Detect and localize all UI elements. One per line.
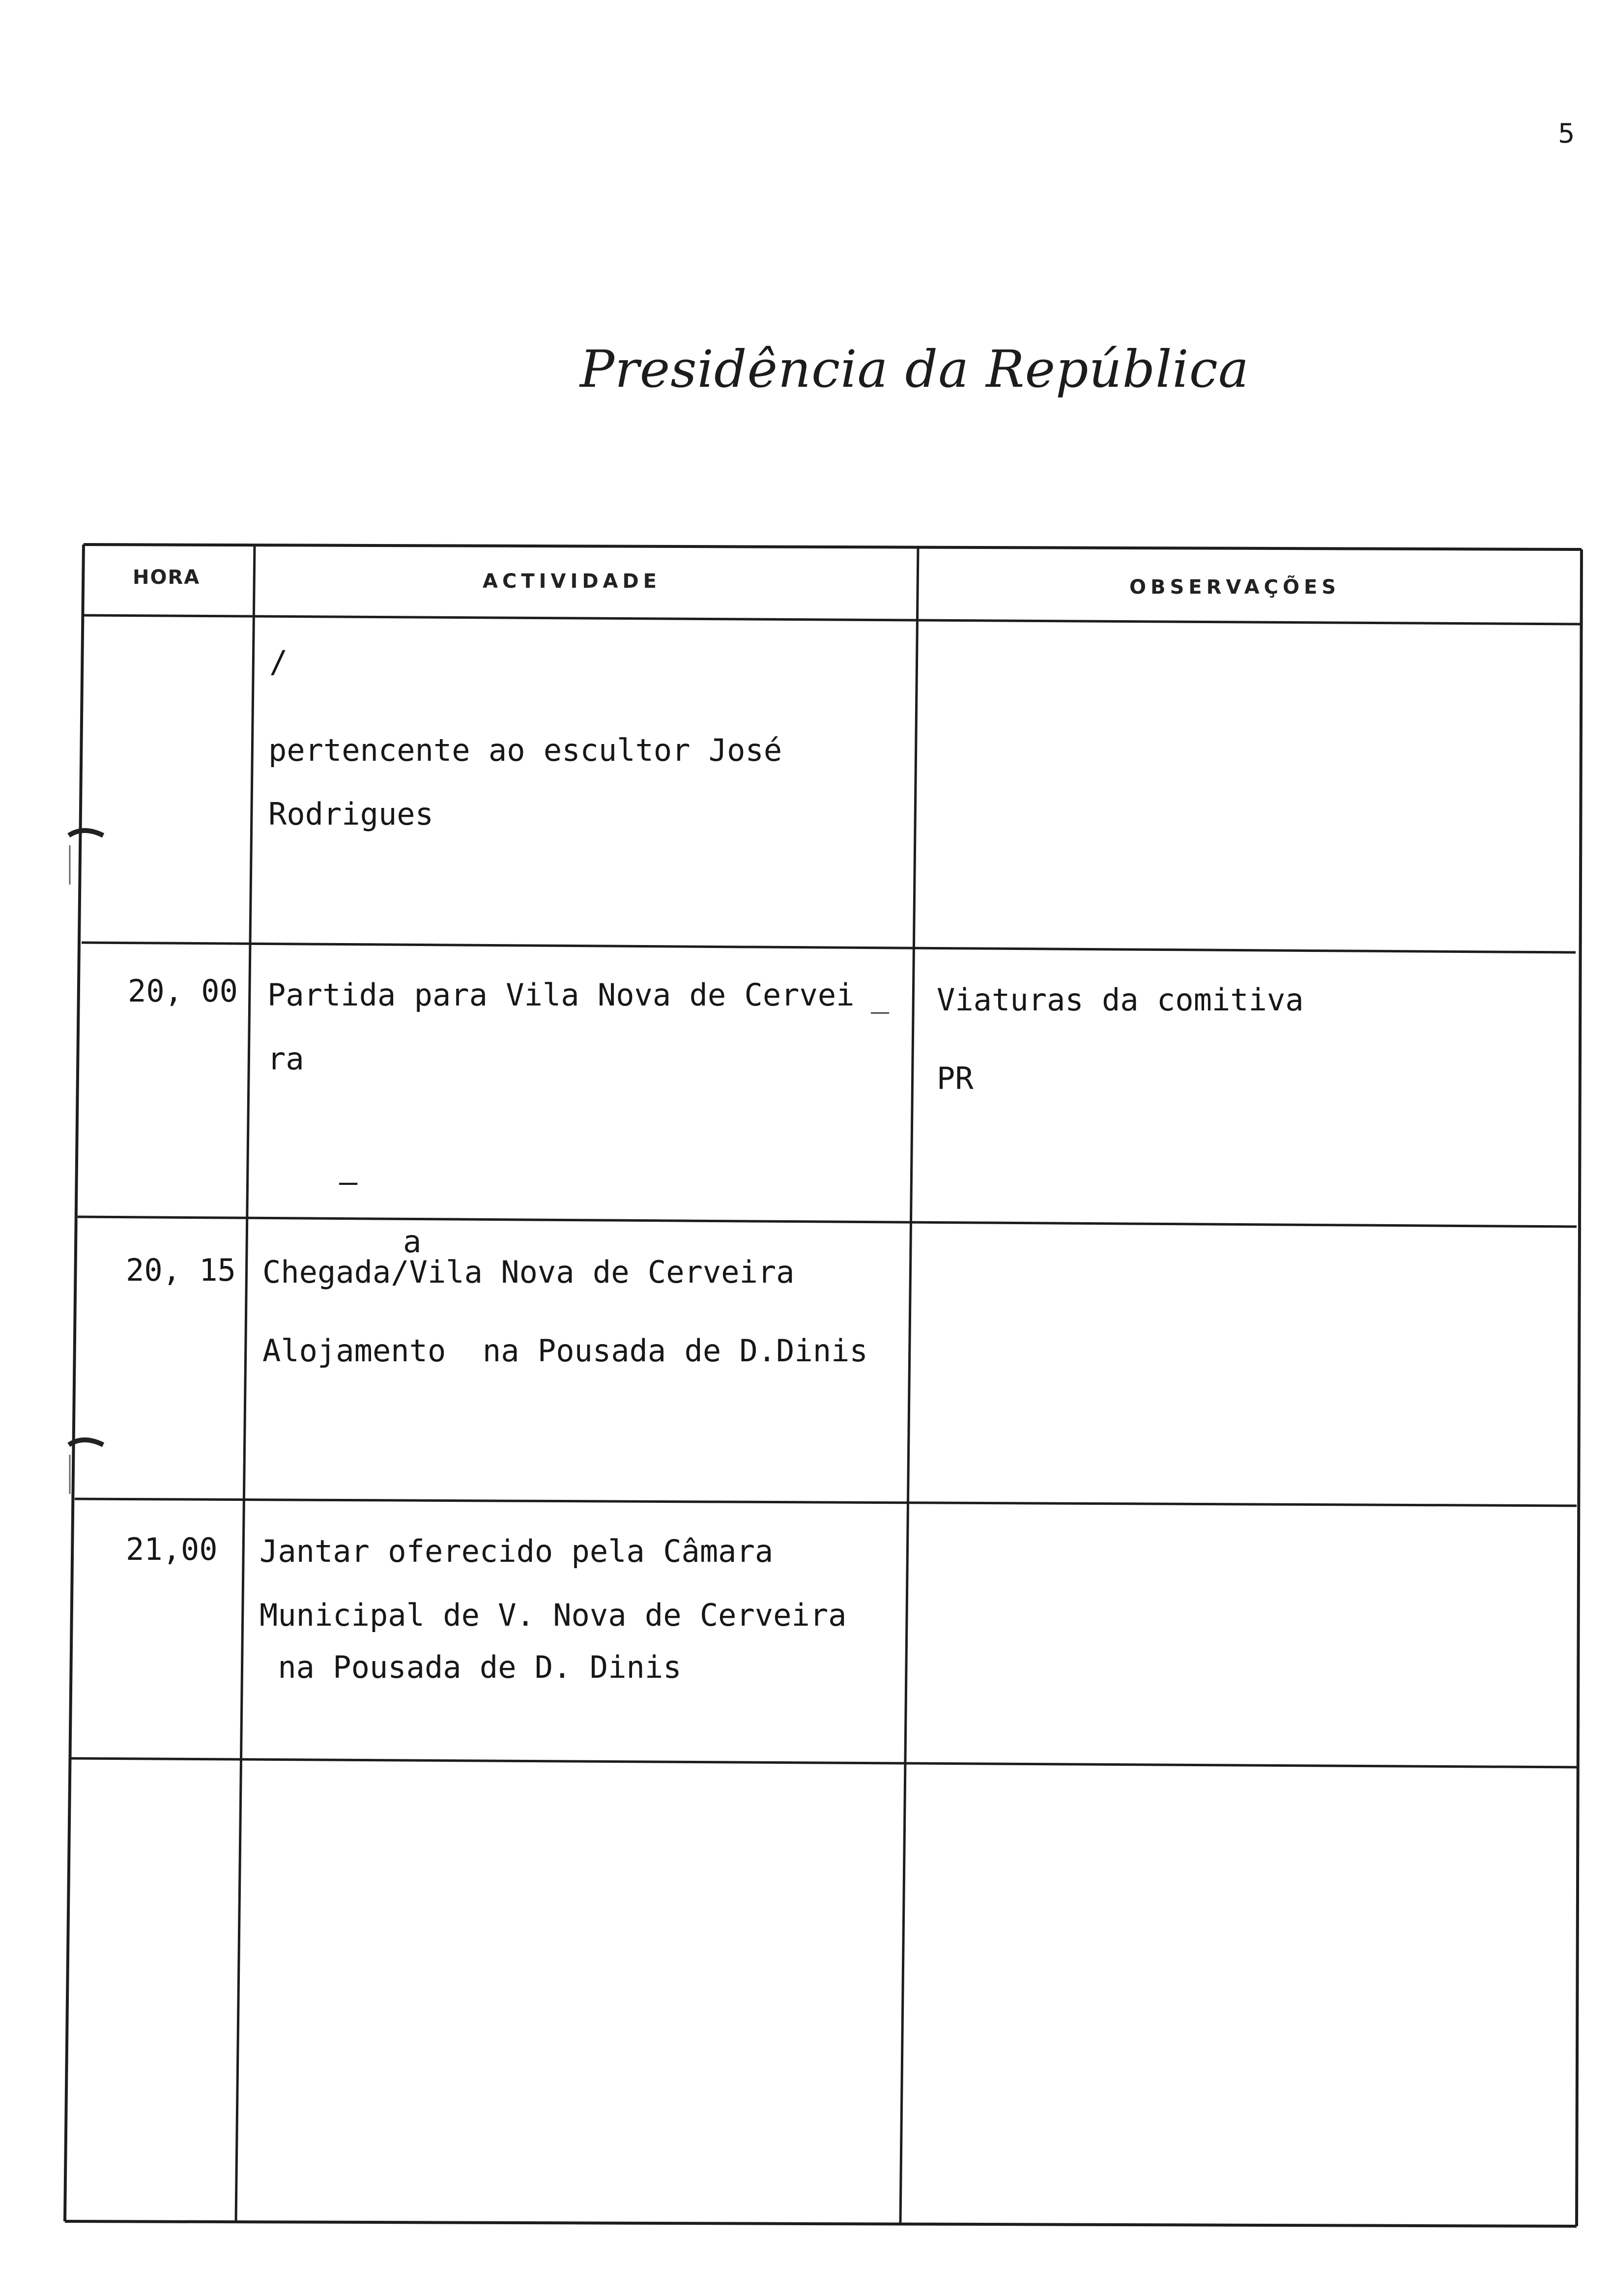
row-2-actividade-line-2: ra [267, 1041, 304, 1077]
row-4-actividade-line-2: Municipal de V. Nova de Cerveira [259, 1597, 847, 1633]
row-4-actividade-line-1: Jantar oferecido pela Câmara [259, 1533, 774, 1569]
punch-hole-mark-top [59, 816, 118, 890]
column-header-observacoes: OBSERVAÇÕES [1129, 576, 1341, 599]
column-header-actividade: ACTIVIDADE [483, 570, 662, 593]
row-3-superscript-a: a [403, 1224, 422, 1260]
row-4-actividade-line-3: na Pousada de D. Dinis [259, 1649, 682, 1685]
row-2-actividade-line-1: Partida para Vila Nova de Cervei [267, 977, 855, 1013]
row-3-hora: 20, 15 [126, 1252, 236, 1288]
row-4-hora: 21,00 [126, 1531, 218, 1567]
row-1-actividade-mark: / [269, 644, 288, 680]
column-header-hora: HORA [133, 566, 201, 589]
row-1-actividade-line-1: pertencente ao escultor José [268, 732, 782, 768]
punch-hole-mark-bottom [59, 1425, 118, 1499]
letterhead-title: Presidência da República [580, 339, 1249, 399]
row-2-actividade-dash: — [339, 1164, 358, 1200]
row-3-actividade-line-2: Alojamento na Pousada de D.Dinis [262, 1333, 868, 1369]
page-number: 5 [1558, 118, 1575, 149]
row-2-observacoes-line-1: Viaturas da comitiva [937, 982, 1304, 1018]
row-2-observacoes-line-2: PR [937, 1061, 974, 1096]
row-1-actividade-line-2: Rodrigues [268, 796, 433, 832]
row-2-underline-mark: _ [871, 978, 890, 1014]
row-2-hora: 20, 00 [128, 973, 238, 1009]
row-3-actividade-line-1: Chegada/Vila Nova de Cerveira [262, 1254, 795, 1290]
